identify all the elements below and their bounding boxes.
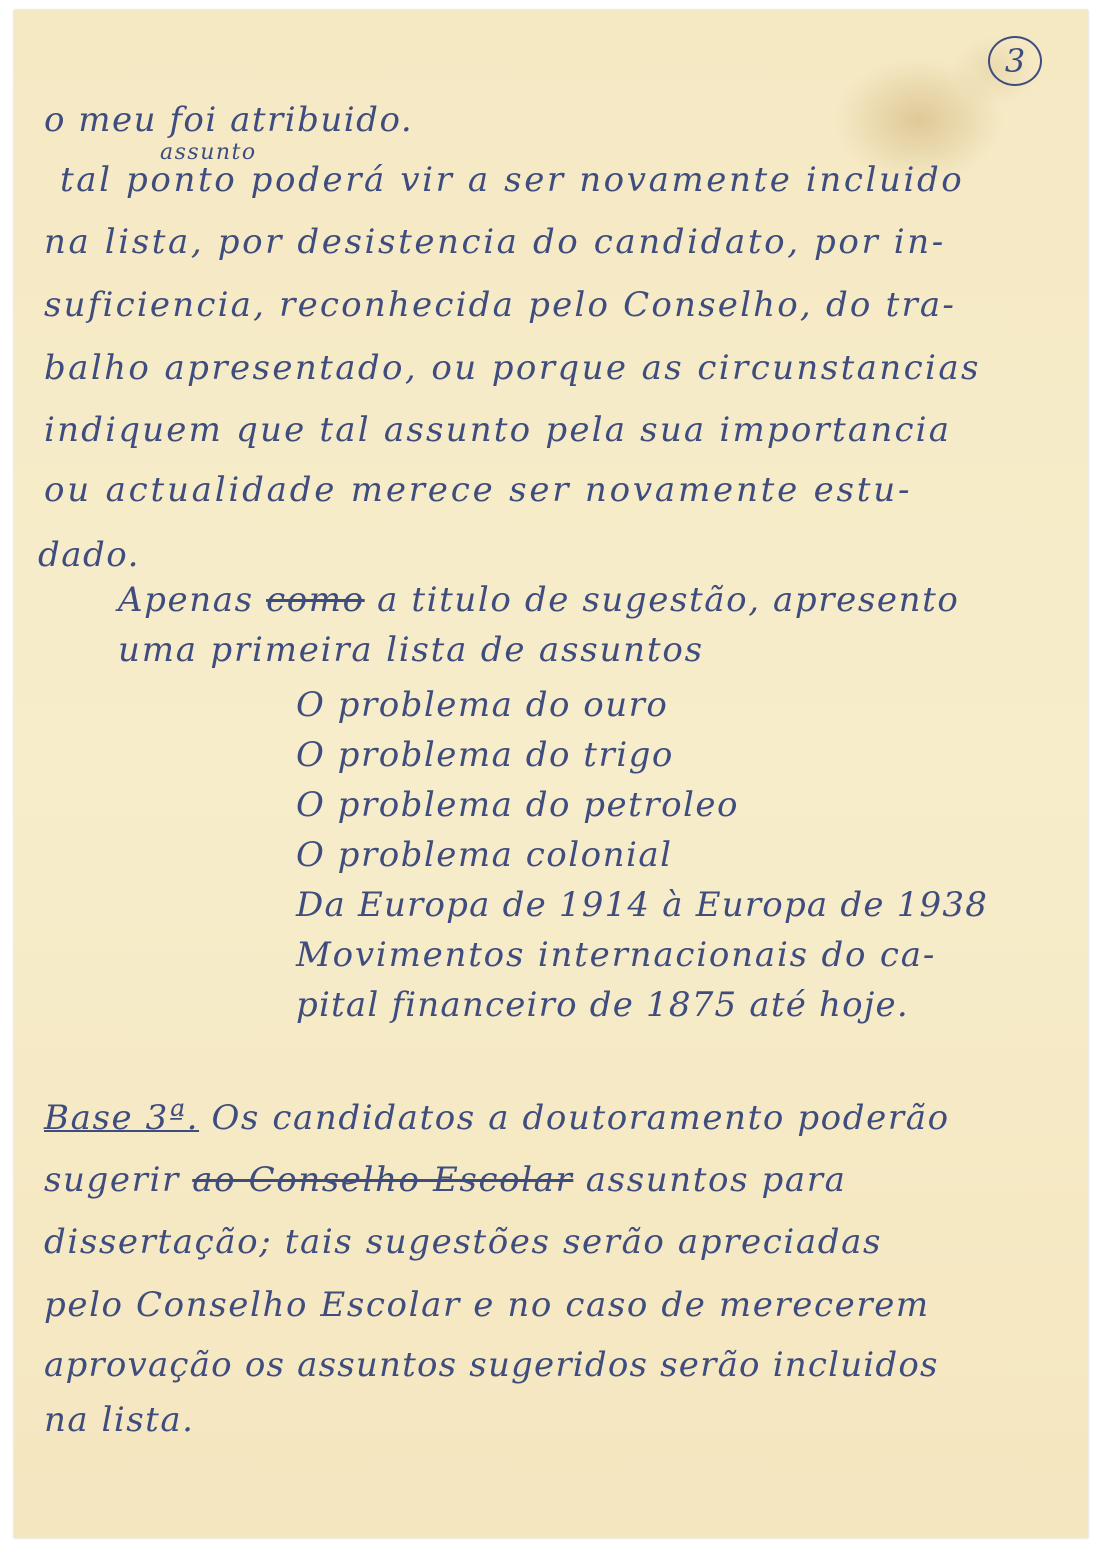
paragraph1-line-3: na lista, por desistencia do candidato, por in- [44,222,946,262]
base3-line-3: dissertação; tais sugestões serão apreciadas [44,1222,882,1262]
paragraph1-line-7: ou actualidade merece ser novamente estu- [44,470,913,510]
paragraph2-line-1-rest: a titulo de sugestão, apresento [377,580,960,620]
paragraph2-line-1 [118,580,959,620]
topic-item: Movimentos internacionais do ca- [296,935,937,975]
base3-line-2-rest: assuntos para [585,1160,847,1200]
paragraph1-line-6: indiquem que tal assunto pela sua importancia [44,410,952,450]
paragraph1-line-2: tal ponto poderá vir a ser novamente incluido [60,160,965,200]
topic-item: O problema do trigo [296,735,674,775]
struck-word: como [266,580,365,620]
base3-line-1-rest: Os candidatos a doutoramento poderão [211,1098,950,1138]
page-number: 3 [988,36,1042,86]
base3-heading: Base 3ª. [44,1098,200,1138]
base3-line-5: aprovação os assuntos sugeridos serão incluidos [44,1345,939,1385]
paragraph1-line-5: balho apresentado, ou porque as circunstancias [44,348,981,388]
paragraph1-line-4: suficiencia, reconhecida pelo Conselho, do tra- [44,285,957,325]
topic-item: O problema colonial [296,835,673,875]
base3-line-2 [44,1160,847,1200]
paragraph2-line-2: uma primeira lista de assuntos [118,630,704,670]
topic-item: Da Europa de 1914 à Europa de 1938 [296,885,989,925]
insertion-word: assunto [160,140,257,165]
paragraph1-line-8: dado. [38,535,140,575]
base3-line-6: na lista. [44,1400,195,1440]
topic-item: O problema do petroleo [296,785,740,825]
paragraph2-word-apenas: Apenas [118,580,254,620]
topic-item: O problema do ouro [296,685,669,725]
base3-line-4: pelo Conselho Escolar e no caso de merecerem [44,1285,930,1325]
base3-line-1 [44,1098,950,1138]
base3-word-sugerir: sugerir [44,1160,180,1200]
paragraph1-line-1: o meu foi atribuido. [44,100,414,140]
struck-phrase: ao Conselho Escolar [192,1160,574,1200]
topic-item: pital financeiro de 1875 até hoje. [296,985,909,1025]
